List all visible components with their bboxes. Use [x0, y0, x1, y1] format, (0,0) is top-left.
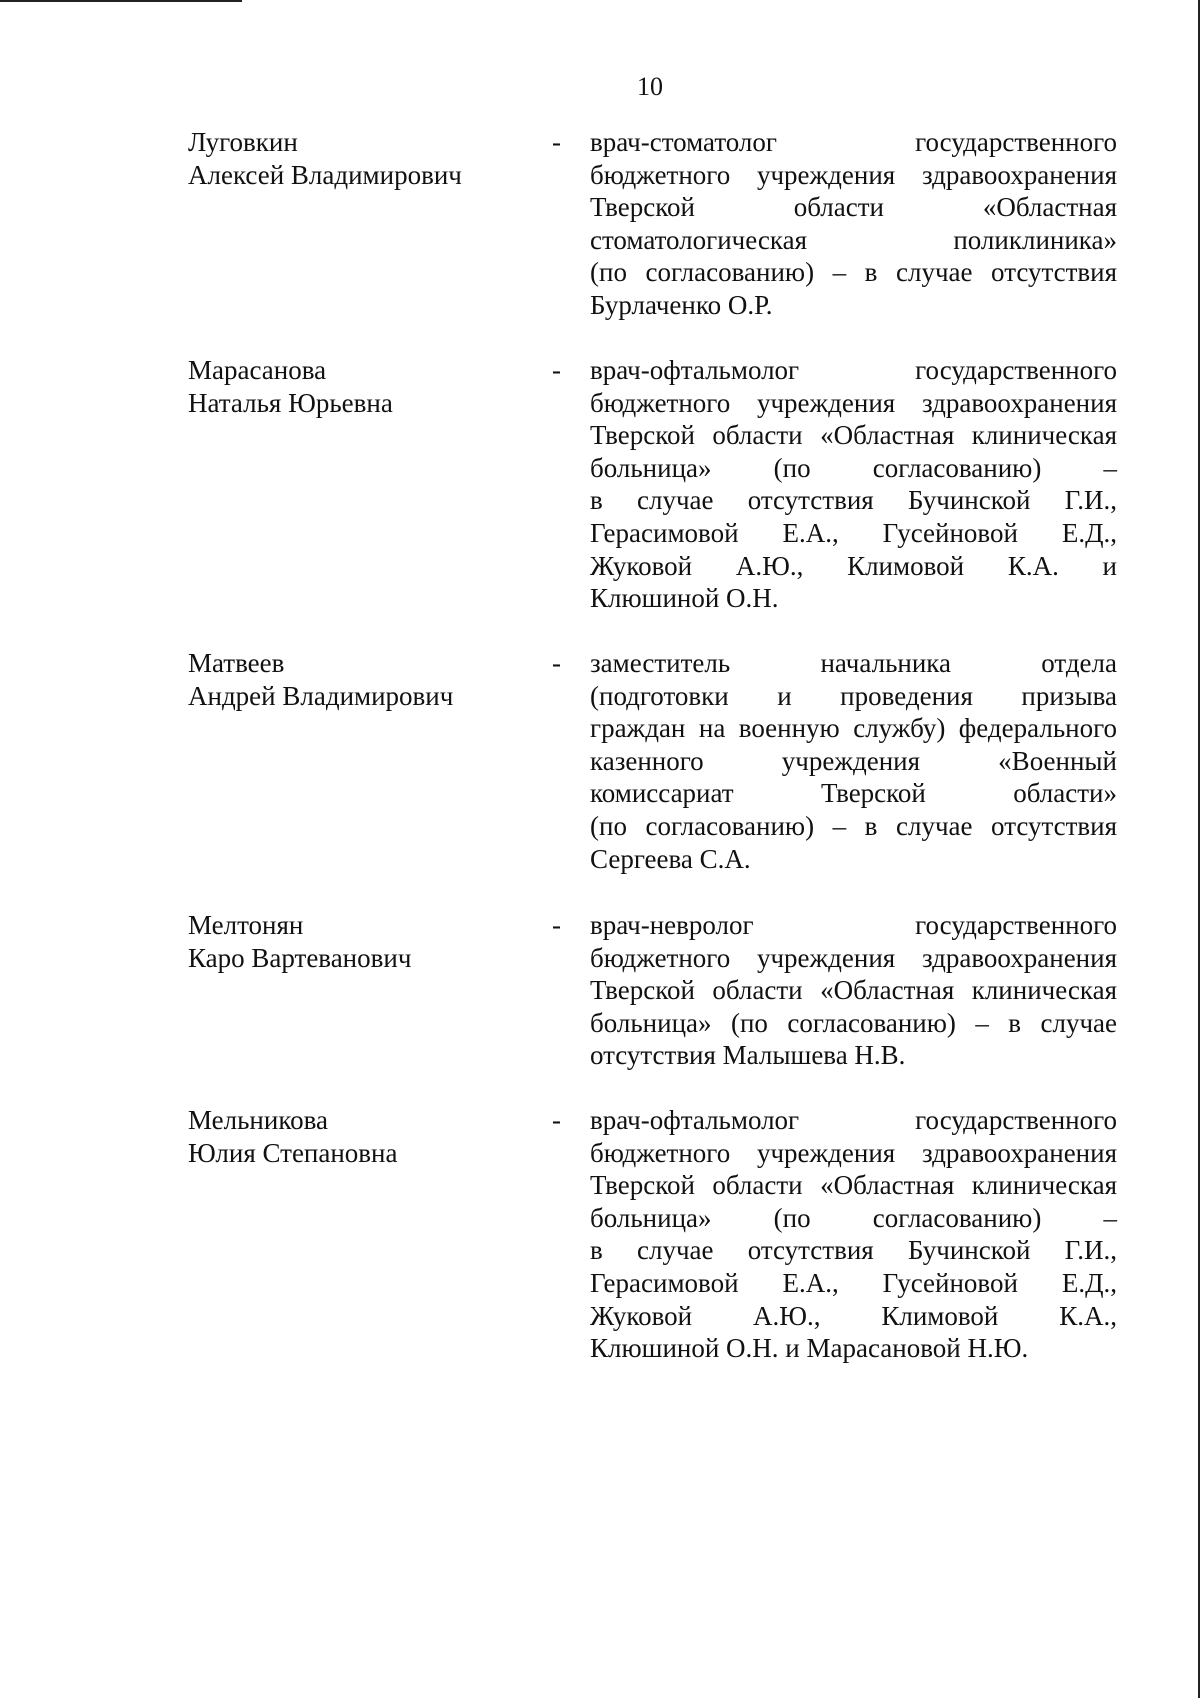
member-given-names: Алексей Владимирович: [188, 159, 462, 190]
position-line: в случае отсутствия Бучинской Г.И.,: [590, 1235, 1117, 1266]
position-line: (по согласованию) – в случае отсутствия: [590, 810, 1117, 841]
position-line: бюджетного учреждения здравоохранения: [590, 942, 1117, 973]
position-line: Герасимовой Е.А., Гусейновой Е.Д.,: [590, 517, 1117, 548]
position-line: Тверской области «Областная клиническая: [590, 975, 1117, 1006]
position-line: стоматологическая поликлиника»: [590, 224, 1117, 255]
position-line: Тверской области «Областная клиническая: [590, 420, 1117, 451]
position-line: (подготовки и проведения призыва: [590, 680, 1117, 711]
member-name: [188, 909, 518, 974]
position-line: врач-невролог государственного: [590, 910, 1117, 940]
position-line: больница» (по согласованию) –: [590, 452, 1117, 483]
member-given-names: Андрей Владимирович: [188, 680, 454, 711]
entry-dash: -: [552, 910, 561, 940]
position-line: бюджетного учреждения здравоохранения: [590, 1137, 1117, 1168]
position-line: врач-стоматолог государственного: [590, 127, 1117, 157]
scan-edge-top: [0, 0, 242, 2]
position-line: отсутствия Малышева Н.В.: [590, 1040, 906, 1071]
position-line: бюджетного учреждения здравоохранения: [590, 159, 1117, 190]
entry-dash: -: [552, 127, 561, 157]
position-line: больница» (по согласованию) – в случае: [590, 1007, 1117, 1038]
member-surname: Луговкин: [188, 127, 298, 157]
member-surname: Марасанова: [188, 355, 327, 385]
member-position: [590, 354, 1117, 615]
member-position: [590, 909, 1117, 1072]
position-line: (по согласованию) – в случае отсутствия: [590, 257, 1117, 288]
member-position: [590, 126, 1117, 322]
position-line: Клюшиной О.Н.: [590, 583, 779, 614]
entry-dash: -: [552, 355, 561, 385]
entry-dash: -: [552, 1105, 561, 1135]
position-line: Жуковой А.Ю., Климовой К.А. и: [590, 550, 1117, 581]
position-line: Клюшиной О.Н. и Марасановой Н.Ю.: [590, 1333, 1029, 1364]
position-line: Тверской области «Областная: [590, 192, 1117, 223]
entry-dash: -: [552, 648, 561, 678]
position-line: Сергеева С.А.: [590, 843, 751, 874]
member-given-names: Наталья Юрьевна: [188, 387, 393, 418]
member-surname: Мельникова: [188, 1105, 328, 1135]
member-name: [188, 126, 518, 191]
member-surname: Матвеев: [188, 648, 285, 678]
position-line: Герасимовой Е.А., Гусейновой Е.Д.,: [590, 1267, 1117, 1298]
position-line: Жуковой А.Ю., Климовой К.А.,: [590, 1300, 1117, 1331]
member-name: [188, 354, 518, 419]
position-line: больница» (по согласованию) –: [590, 1202, 1117, 1233]
member-position: [590, 1104, 1117, 1365]
position-line: врач-офтальмолог государственного: [590, 1105, 1117, 1135]
position-line: врач-офтальмолог государственного: [590, 355, 1117, 385]
position-line: Бурлаченко О.Р.: [590, 289, 773, 320]
position-line: Тверской области «Областная клиническая: [590, 1170, 1117, 1201]
position-line: бюджетного учреждения здравоохранения: [590, 387, 1117, 418]
member-name: [188, 647, 518, 712]
position-line: граждан на военную службу) федерального: [590, 713, 1117, 744]
member-given-names: Юлия Степановна: [188, 1137, 398, 1168]
position-line: казенного учреждения «Военный: [590, 745, 1117, 776]
member-name: [188, 1104, 518, 1169]
member-surname: Мелтонян: [188, 910, 304, 940]
position-line: комиссариат Тверской области»: [590, 778, 1117, 809]
member-position: [590, 647, 1117, 875]
position-line: заместитель начальника отдела: [590, 648, 1117, 678]
page-number: 10: [637, 72, 663, 101]
position-line: в случае отсутствия Бучинской Г.И.,: [590, 485, 1117, 516]
member-given-names: Каро Вартеванович: [188, 942, 412, 973]
